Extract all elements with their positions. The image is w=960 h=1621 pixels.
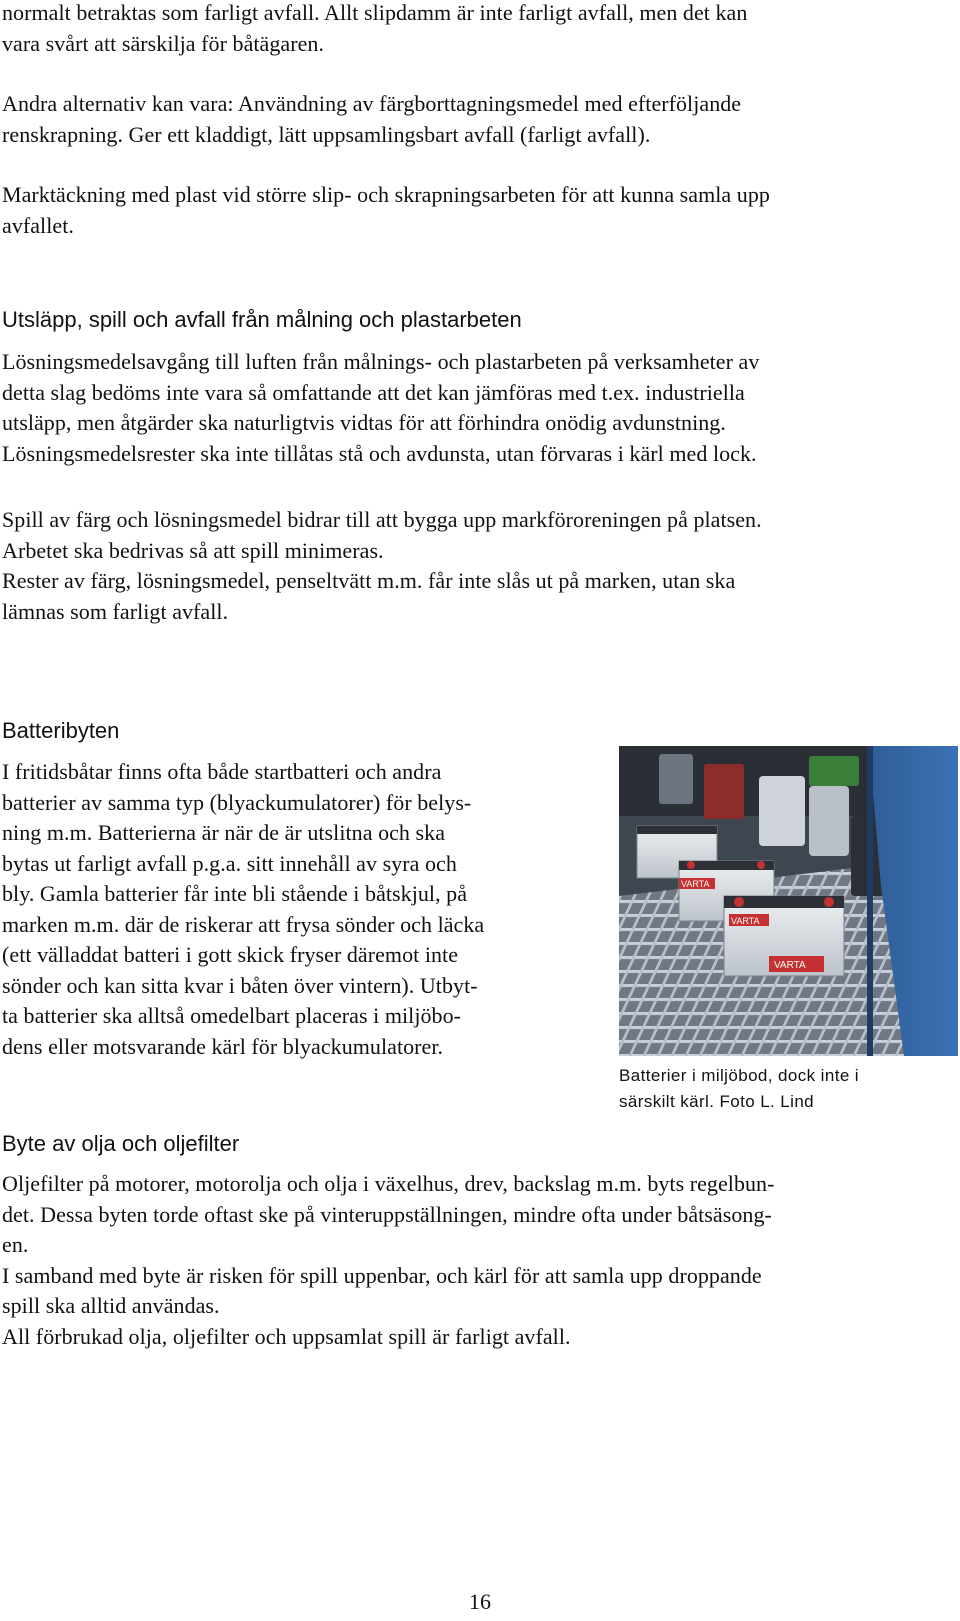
text-line: spill ska alltid användas.	[2, 1293, 220, 1318]
text-line: Lösningsmedelsrester ska inte tillåtas stå och avdunsta, utan förvaras i kärl med lock.	[2, 440, 757, 466]
text-line: lämnas som farligt avfall.	[2, 598, 229, 624]
text-line: vara svårt att särskilja för båtägaren.	[2, 30, 325, 56]
text-line: I fritidsbåtar finns ofta både startbatteri och andra	[2, 759, 442, 784]
section-heading-olja: Byte av olja och oljefilter	[2, 1131, 240, 1156]
olja-paragraph	[2, 1169, 775, 1352]
text-line: ta batterier ska alltså omedelbart placeras i miljöbo-	[2, 1003, 462, 1028]
utslapp-paragraph-2	[2, 505, 762, 627]
section-heading-utslapp: Utsläpp, spill och avfall från målning och plastarbeten	[2, 307, 522, 332]
text-line: renskrapning. Ger ett kladdigt, lätt uppsamlingsbart avfall (farligt avfall).	[2, 121, 651, 147]
text-line: det. Dessa byten torde oftast ske på vinteruppställningen, mindre ofta under båtsäsong-	[2, 1201, 772, 1227]
text-line: Arbetet ska bedrivas så att spill minimeras.	[2, 537, 384, 563]
text-line: (ett välladdat batteri i gott skick fryser däremot inte	[2, 942, 459, 967]
photo-caption	[619, 1063, 859, 1115]
text-line: detta slag bedöms inte vara så omfattande att det kan jämföras med t.ex. industriella	[2, 379, 745, 405]
caption-line: särskilt kärl. Foto L. Lind	[619, 1092, 815, 1111]
text-line: Marktäckning med plast vid större slip- och skrapningsarbeten för att kunna samla upp	[2, 182, 770, 207]
text-line: All förbrukad olja, oljefilter och uppsamlat spill är farligt avfall.	[2, 1323, 571, 1349]
text-line: Andra alternativ kan vara: Användning av färgborttagningsmedel med efterföljande	[2, 91, 742, 116]
utslapp-paragraph-1	[2, 347, 759, 469]
battery-label: VARTA	[681, 879, 710, 889]
text-line: Oljefilter på motorer, motorolja och olja i växelhus, drev, backslag m.m. byts regelbun-	[2, 1171, 775, 1196]
intro-paragraph-2	[2, 89, 741, 150]
text-line: bly. Gamla batterier får inte bli stående i båtskjul, på	[2, 881, 468, 906]
text-line: bytas ut farligt avfall p.g.a. sitt innehåll av syra och	[2, 850, 457, 876]
battery-photo-illustration	[619, 746, 958, 1056]
text-line: avfallet.	[2, 212, 74, 238]
section-heading-batteribyten: Batteribyten	[2, 718, 120, 743]
text-line: sönder och kan sitta kvar i båten över vintern). Utbyt-	[2, 972, 478, 998]
text-line: marken m.m. där de riskerar att frysa sönder och läcka	[2, 911, 485, 937]
text-line: Spill av färg och lösningsmedel bidrar till att bygga upp markföroreningen på platsen.	[2, 507, 762, 532]
caption-line: Batterier i miljöbod, dock inte i	[619, 1066, 859, 1085]
text-line: batterier av samma typ (blyackumulatorer) för belys-	[2, 789, 472, 815]
text-line: I samband med byte är risken för spill uppenbar, och kärl för att samla upp droppande	[2, 1262, 762, 1288]
text-line: utsläpp, men åtgärder ska naturligtvis vidtas för att förhindra onödig avdunstning.	[2, 410, 726, 435]
text-line: normalt betraktas som farligt avfall. Allt slipdamm är inte farligt avfall, men det kan	[2, 0, 748, 25]
text-line: dens eller motsvarande kärl för blyackumulatorer.	[2, 1033, 444, 1059]
text-line: en.	[2, 1232, 29, 1257]
text-line: Rester av färg, lösningsmedel, penseltvätt m.m. får inte slås ut på marken, utan ska	[2, 568, 736, 593]
batteri-paragraph	[2, 757, 484, 1062]
page-number: 16	[469, 1589, 491, 1614]
battery-label: VARTA	[731, 916, 760, 926]
battery-photo	[619, 746, 958, 1056]
battery-label: VARTA	[774, 960, 806, 971]
text-line: Lösningsmedelsavgång till luften från målnings- och plastarbeten på verksamheter av	[2, 349, 760, 374]
intro-paragraph-3	[2, 180, 770, 241]
text-line: ning m.m. Batterierna är när de är utslitna och ska	[2, 820, 446, 845]
intro-paragraph-1	[2, 0, 747, 59]
